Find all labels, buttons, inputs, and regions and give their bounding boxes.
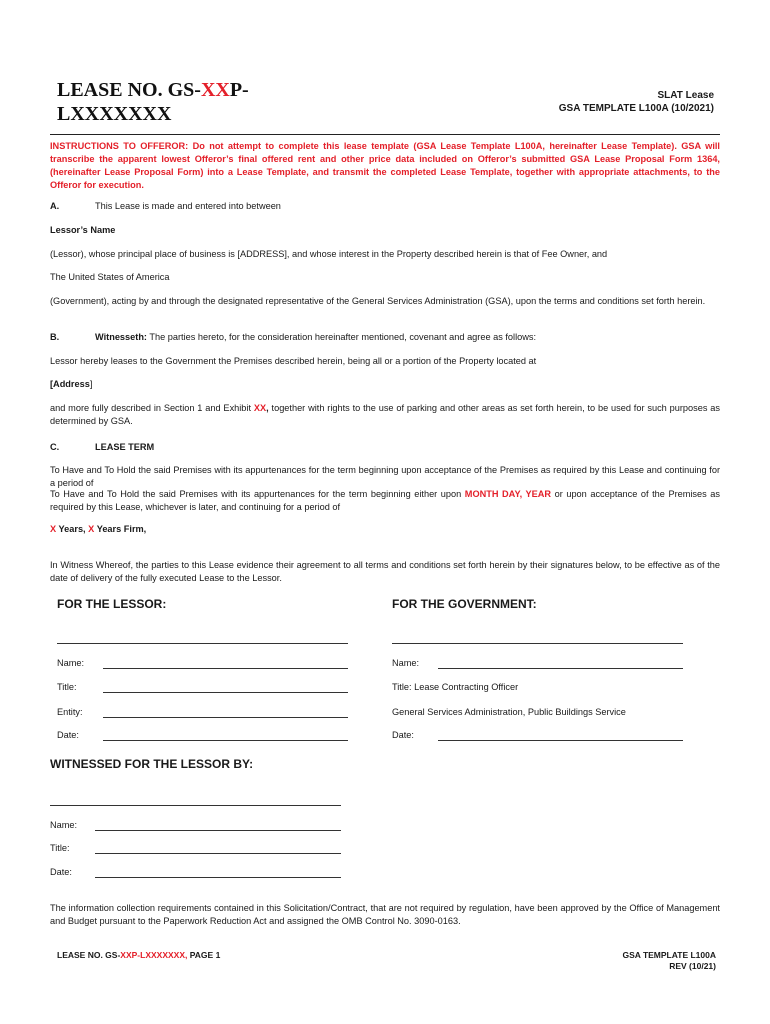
omb-notice: The information collection requirements contained in this Solicitation/Contract, that are not required by regulation, have been approved by the Office of Management and Budget pursuant to the Paperwork Reduction Act and assigned the OMB Control No. 3090-0163.: [50, 903, 720, 926]
lessor-name-label: Name:: [57, 658, 85, 668]
footer-lease-number: LEASE NO. GS-XXP-LXXXXXXX, PAGE 1: [57, 950, 221, 960]
lessor-title-field[interactable]: [103, 692, 348, 693]
government-signature-line[interactable]: [392, 643, 683, 644]
government-date-label: Date:: [392, 730, 414, 740]
section-b: B. Witnesseth: The parties hereto, for the consideration hereinafter mentioned, covenant and agree as follows:: [50, 332, 537, 342]
template-header: [559, 89, 714, 115]
lease-term-option-1: To Have and To Hold the said Premises with its appurtenances for the term beginning upon acceptance of the Premises as required by this Lease and continuing for a period of: [50, 465, 720, 488]
premises-description: and more fully described in Section 1 and Exhibit XX, together with rights to the use of parking and other areas as set forth herein, to be used for such purposes as determined by GSA.: [50, 403, 720, 426]
property-address: [Address]: [50, 379, 93, 389]
lessor-entity-field[interactable]: [103, 717, 348, 718]
witness-signature-line[interactable]: [50, 805, 341, 806]
lessor-date-field[interactable]: [103, 740, 348, 741]
lease-term-years: X Years, X Years Firm,: [50, 524, 147, 534]
government-entity: General Services Administration, Public Buildings Service: [392, 707, 626, 717]
template-version: GSA TEMPLATE L100A (10/2021): [558, 103, 714, 114]
slat-lease-label: SLAT Lease: [657, 90, 714, 101]
usa-party: The United States of America: [50, 272, 170, 282]
header-divider: [50, 134, 720, 135]
lessor-entity-label: Entity:: [57, 707, 83, 717]
witness-title-label: Title:: [50, 843, 70, 853]
lease-number-title: LEASE NO. GS-XXP- LXXXXXXX: [57, 79, 249, 125]
premises-lease-text: Lessor hereby leases to the Government the Premises described herein, being all or a portion of the Property located at: [50, 356, 537, 366]
section-a: A. This Lease is made and entered into between: [50, 201, 281, 211]
lessor-clause: (Lessor), whose principal place of business is [ADDRESS], and whose interest in the Property described herein is that of Fee Owner, and: [50, 249, 608, 259]
lessor-title-label: Title:: [57, 682, 77, 692]
government-clause: (Government), acting by and through the designated representative of the General Services Administration (GSA), upon the terms and conditions set forth herein.: [50, 296, 706, 306]
footer-template: GSA TEMPLATE L100A REV (10/21): [622, 950, 716, 971]
lessor-date-label: Date:: [57, 730, 79, 740]
government-name-label: Name:: [392, 658, 420, 668]
witness-date-label: Date:: [50, 867, 72, 877]
witness-name-label: Name:: [50, 820, 78, 830]
government-date-field[interactable]: [438, 740, 683, 741]
section-c: C. LEASE TERM: [50, 442, 155, 452]
witness-whereof: In Witness Whereof, the parties to this Lease evidence their agreement to all terms and conditions set forth herein by their signatures below, to be effective as of the date of delivery of the fully executed Lease to the Lessor.: [50, 560, 720, 583]
instructions-to-offeror: INSTRUCTIONS TO OFFEROR: Do not attempt to complete this lease template (GSA Lease Template L100A, hereinafter Lease Template). GSA will transcribe the apparent lowest Offeror’s final offered rent and other price data included on Offeror’s submitted GSA Lease Proposal Form 1364, (hereinafter Lease Proposal Form) into a Lease Template, and transmit the completed Lease Template, together with appropriate attachments, to the Offeror for execution.: [50, 141, 720, 190]
witness-name-field[interactable]: [95, 830, 341, 831]
lessor-name: Lessor’s Name: [50, 225, 116, 235]
lessor-name-field[interactable]: [103, 668, 348, 669]
lessor-signature-line[interactable]: [57, 643, 348, 644]
lease-term-option-2: To Have and To Hold the said Premises with its appurtenances for the term beginning either upon MONTH DAY, YEAR or upon acceptance of the Premises as required by this Lease, whichever is later, and continuing for a period of: [50, 489, 720, 512]
lessor-heading: FOR THE LESSOR:: [57, 597, 167, 611]
government-heading: FOR THE GOVERNMENT:: [392, 597, 537, 611]
witness-date-field[interactable]: [95, 877, 341, 878]
witness-title-field[interactable]: [95, 853, 341, 854]
government-name-field[interactable]: [438, 668, 683, 669]
government-title: Title: Lease Contracting Officer: [392, 682, 519, 692]
witnessed-heading: WITNESSED FOR THE LESSOR BY:: [50, 757, 254, 771]
